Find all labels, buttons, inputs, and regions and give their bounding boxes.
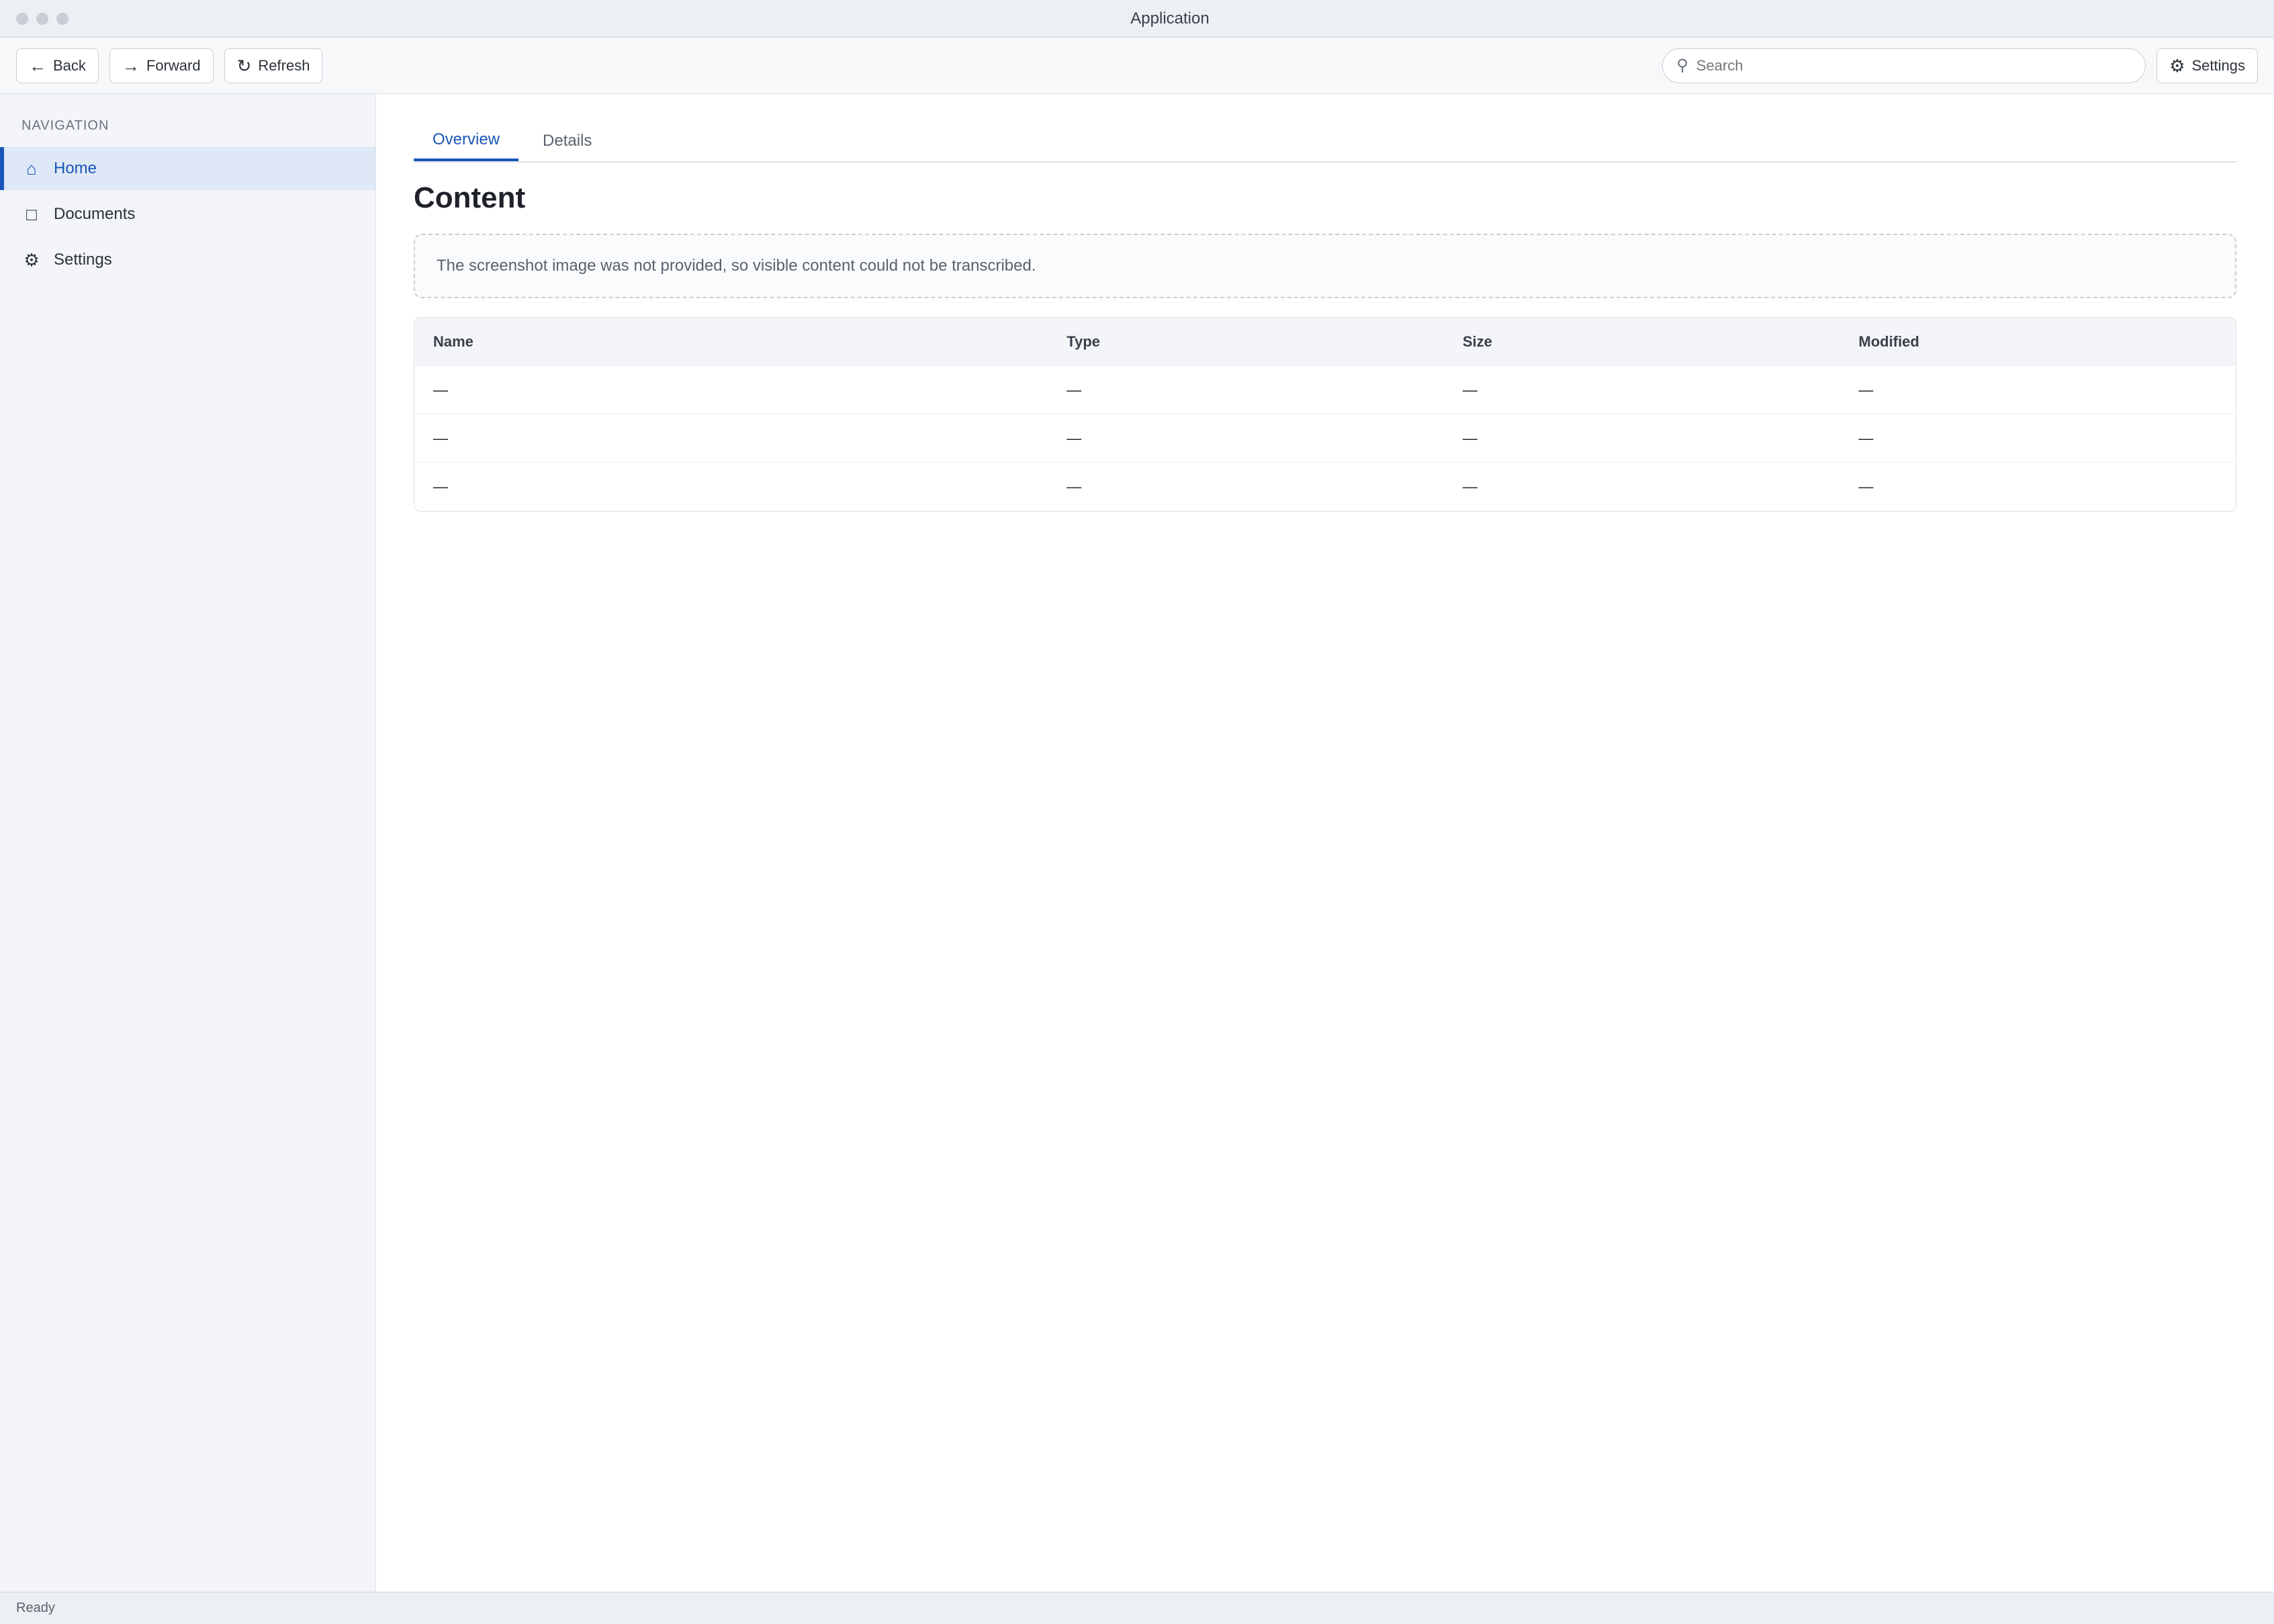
- table-cell: —: [433, 478, 448, 495]
- minimize-window-button[interactable]: [36, 13, 48, 25]
- sidebar-item-documents[interactable]: [0, 193, 375, 236]
- table-header-row: [414, 318, 2236, 366]
- column-header[interactable]: Modified: [1858, 332, 1919, 350]
- tab-details[interactable]: Details: [543, 132, 592, 150]
- data-table: [414, 317, 2236, 512]
- main-content: [376, 94, 2274, 1592]
- status-text: Ready: [16, 1600, 55, 1615]
- tab-bar: [414, 121, 2236, 163]
- table-cell: —: [1462, 478, 1477, 495]
- page-title: Content: [414, 181, 526, 214]
- title-bar: [0, 0, 2274, 38]
- sidebar-item-label: Home: [54, 159, 97, 177]
- column-header[interactable]: Type: [1066, 332, 1101, 350]
- table-cell: —: [433, 429, 448, 447]
- settings-button[interactable]: [2156, 48, 2258, 83]
- window-controls: [16, 13, 69, 25]
- table-cell: —: [1066, 429, 1082, 447]
- forward-button[interactable]: [109, 48, 214, 83]
- gear-icon: ⚙: [24, 249, 40, 270]
- column-header[interactable]: Size: [1462, 332, 1492, 350]
- table-row[interactable]: [414, 366, 2236, 414]
- table-cell: —: [1858, 429, 1874, 447]
- folder-icon: □: [26, 204, 37, 224]
- gear-icon: ⚙: [2169, 55, 2185, 76]
- sidebar-item-home[interactable]: [0, 147, 375, 190]
- refresh-icon: ↻: [236, 55, 252, 76]
- back-button-label: Back: [53, 56, 86, 74]
- arrow-left-icon: ←: [29, 55, 46, 76]
- home-icon: ⌂: [26, 158, 37, 179]
- status-bar: [0, 1592, 2274, 1624]
- arrow-right-icon: →: [122, 55, 140, 76]
- table-cell: —: [433, 381, 448, 398]
- refresh-button-label: Refresh: [258, 56, 310, 74]
- column-header[interactable]: Name: [433, 332, 473, 350]
- table-row[interactable]: [414, 414, 2236, 463]
- forward-button-label: Forward: [146, 56, 201, 74]
- sidebar-heading: NAVIGATION: [21, 118, 109, 133]
- back-button[interactable]: [16, 48, 99, 83]
- table-cell: —: [1066, 478, 1082, 495]
- window-title: Application: [1130, 9, 1210, 28]
- search-input[interactable]: [1696, 57, 2132, 75]
- sidebar-item-label: Documents: [54, 205, 136, 223]
- notice-text: The screenshot image was not provided, so visible content could not be transcribed.: [414, 234, 2236, 298]
- tab-overview[interactable]: Overview: [414, 121, 518, 161]
- toolbar: [0, 38, 2274, 94]
- close-window-button[interactable]: [16, 13, 28, 25]
- table-cell: —: [1066, 381, 1082, 398]
- settings-button-label: Settings: [2191, 56, 2245, 74]
- workspace: [0, 94, 2274, 1592]
- maximize-window-button[interactable]: [56, 13, 69, 25]
- table-row[interactable]: [414, 463, 2236, 511]
- sidebar: [0, 94, 376, 1592]
- search-icon: ⚲: [1676, 56, 1688, 75]
- table-cell: —: [1462, 381, 1477, 398]
- sidebar-item-settings[interactable]: [0, 238, 375, 281]
- sidebar-item-label: Settings: [54, 251, 112, 269]
- refresh-button[interactable]: [224, 48, 323, 83]
- search-box[interactable]: [1662, 48, 2146, 83]
- table-cell: —: [1858, 478, 1874, 495]
- table-cell: —: [1462, 429, 1477, 447]
- table-cell: —: [1858, 381, 1874, 398]
